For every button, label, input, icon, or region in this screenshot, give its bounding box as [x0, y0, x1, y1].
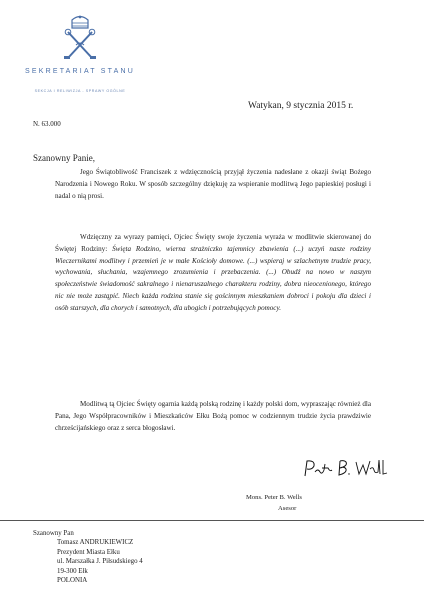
addressee-block — [33, 529, 143, 585]
addressee-street: ul. Marszałka J. Piłsudskiego 4 — [57, 558, 143, 566]
letterhead — [0, 14, 160, 93]
divider — [0, 520, 424, 521]
signer-block — [246, 492, 302, 514]
paragraph-2-text — [55, 232, 371, 315]
addressee-name: Tomasz ANDRUKIEWICZ — [57, 539, 134, 547]
reference-number: N. 63.000 — [33, 120, 61, 128]
addressee-title: Prezydent Miasta Ełku — [57, 548, 120, 556]
addressee-country: POLONIA — [57, 577, 88, 585]
addressee-postal: 19-300 Ełk — [57, 567, 88, 575]
papal-crest-icon — [50, 14, 110, 64]
signer-name: Mons. Peter B. Wells — [246, 494, 302, 501]
paragraph-2 — [55, 232, 371, 315]
addressee-salutation: Szanowny Pan — [33, 530, 74, 537]
org-name: SEKRETARIAT STANU — [24, 68, 135, 75]
paragraph-1-text: Jego Świątobliwość Franciszek z wdzięcznością przyjął życzenia nadesłane z okazji świąt Bożego Narodzenia i Nowego Roku. W sposób szczególny dziękuję za wspieranie modlitwą Jego papieskiej posługi i nadal o nią prosi. — [55, 168, 371, 200]
paragraph-3-text: Modlitwą tą Ojciec Święty ogarnia każdą polską rodzinę i każdy polski dom, wypraszając również dla Pana, Jego Współpracowników i Mieszkańców Ełku Bożą pomoc w codziennym trudzie życia prawdziwie chrześcijańskiego oraz z serca błogosławi. — [55, 400, 371, 432]
paragraph-1 — [55, 167, 371, 202]
paragraph-2-intro: Wdzięczny za wyrazy pamięci, Ojciec Święty swoje życzenia wyraża w modlitwie skierowanej do Świętej Rodziny: — [55, 233, 371, 253]
paragraph-3 — [55, 399, 371, 434]
org-subtitle: SEKCJA I RELIWIZJA - SPRAWY OGÓLNE — [34, 89, 126, 93]
signer-role: Asesor — [278, 505, 297, 512]
salutation: Szanowny Panie, — [33, 153, 95, 163]
prayer-quote: Święta Rodzino, wierna strażniczko tajemnicy zbawienia (...) uczyń nasze rodziny Wieczernikami modlitwy i przemień je w małe Kościoły domowe. (...) wspieraj w szlachetnym trudzie pracy, wychowania, słuchania, wzajemnego zrozumienia i przebaczenia. (...) Obudź na nowo w naszym społeczeństwie świadomość sakralnego i nienaruszalnego charakteru rodziny, dobra nieocenionego, którego nic nie może zastąpić. Niech każda rodzina stanie się gościnnym mieszkaniem dobroci i pokoju dla dzieci i osób starszych, dla chorych i samotnych, dla ubogich i potrzebujących pomocy. — [55, 244, 371, 312]
handwritten-signature — [302, 458, 394, 480]
letter-date: Watykan, 9 stycznia 2015 r. — [248, 101, 354, 111]
